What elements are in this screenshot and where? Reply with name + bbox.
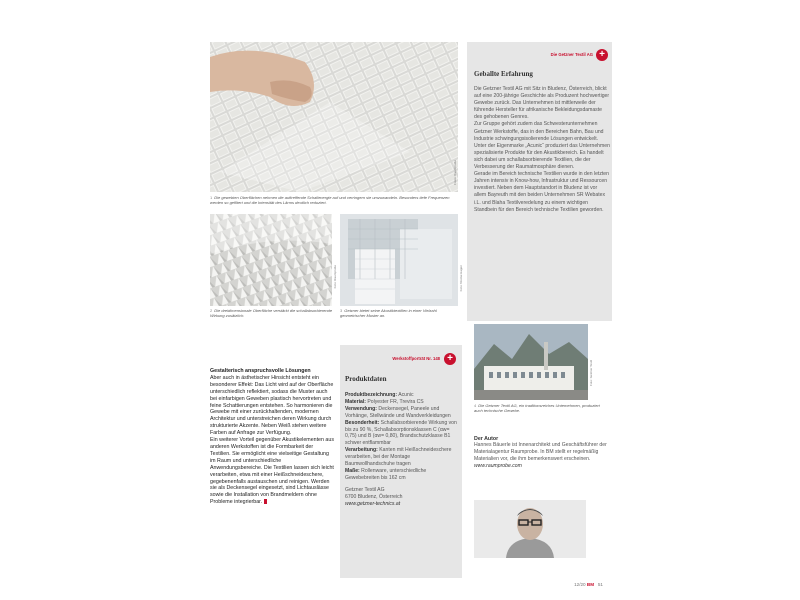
spec-row <box>345 420 459 448</box>
company-info-tag: Die Getzner Textil AG <box>550 52 593 57</box>
spec-label: Produktbezeichnung: <box>345 392 398 398</box>
caption-3 <box>340 308 462 319</box>
spec-row <box>345 406 459 420</box>
company-name: Getzner Textil AG <box>345 486 385 493</box>
company-info-paragraph: Die Getzner Textil AG mit Sitz in Bludenz, Österreich, blickt auf eine 200-jährige Geschichte als Produzent hochwertiger Gewebe zurück. Das Unternehmen ist mittlerweile der führende Hersteller für afrikanische Bekleidungsdamaste des gehobenen Genres. <box>474 86 610 121</box>
product-data-tag: Werkstoffporträt Nr. 148 <box>392 356 440 361</box>
product-data-heading: Produktdaten <box>345 375 387 383</box>
spec-value: Acunic <box>398 392 414 398</box>
end-mark-icon <box>264 499 267 504</box>
author-text: Hannes Bäuerle ist Innenarchitekt und Geschäftsführer der Materialagentur Raumprobe. In BM stellt er regelmäßig Materialien vor, die ihm bemerkenswert erscheinen. <box>474 442 607 462</box>
spec-label: Besonderheit: <box>345 419 380 426</box>
spec-row <box>345 447 459 468</box>
photo-3d-surface <box>210 214 332 306</box>
company-info-heading: Geballte Erfahrung <box>474 70 533 78</box>
author-box <box>474 436 612 469</box>
spec-value: Polyester FR, Trevira CS <box>367 398 424 405</box>
caption-2-text: Die dreidimensionale Oberfläche verstärkt die schallabsorbierende Wirkung zusätzlich. <box>210 308 333 319</box>
caption-3-text: Getzner bietet seine Akustiktextilien in einer Vielzahl geometrischer Muster an. <box>340 308 437 319</box>
page-number: 51 <box>597 582 603 587</box>
caption-2 <box>210 308 335 319</box>
article-paragraph <box>210 437 334 506</box>
photo-credit-3: Foto: Nicolai Hagen <box>459 265 463 292</box>
photo-textile-samples <box>340 214 458 306</box>
photo-credit-2: Foto: Raumprobe <box>333 265 337 289</box>
article-subheading: Gestalterisch anspruchsvolle Lösungen <box>210 368 311 374</box>
3d-surface-image <box>210 214 332 306</box>
spec-row <box>345 468 459 482</box>
caption-4-number: 4 <box>474 403 477 408</box>
spec-value: Kanten mit Heißschneideschere verarbeiten, bei der Montage Baumwollhandschuhe tragen <box>345 447 452 468</box>
spec-value: Deckensegel, Paneele und Vorhänge, Stellwände und Wandverkleidungen <box>345 405 451 419</box>
factory-image <box>474 324 588 400</box>
caption-4 <box>474 403 604 414</box>
company-address: 6700 Bludenz, Österreich <box>345 493 403 500</box>
caption-3-number: 3 <box>340 308 343 313</box>
product-specs <box>345 392 459 508</box>
author-portrait-image <box>474 500 586 558</box>
article-body <box>210 368 334 506</box>
article-paragraph-text: Ein weiterer Vorteil gegenüber Akustikelementen aus anderen Werkstoffen ist die Formbarkeit der Textilien. Sie ermöglicht eine vielseitige Gestaltung im Raum und unterschiedliche Anwendungsbereiche. Die Textilien lassen sich leicht verarbeiten, etwa mit einer Heißschneideschere, gegebenenfalls austauschen und reinigen. Werden sie als Deckensegel eingesetzt, sind Lichtauslässe sowie die Installation von Brandmeldern ohne Probleme integrierbar. <box>210 437 334 506</box>
caption-1-number: 1 <box>210 195 213 200</box>
photo-textile-hand <box>210 42 458 192</box>
plus-icon: + <box>596 49 608 61</box>
spec-label: Verwendung: <box>345 405 377 412</box>
company-info-paragraph: Gerade im Bereich technische Textilien wurde in den letzten Jahren intensiv in Know-how, Infrastruktur und Ressourcen investiert. Neben dem Hauptstandort in Bludenz ist vor allem Bayreuth mit den beiden Unternehmen SR Webatex i.L. und Blaha Textilveredelung zu einem wichtigen Standbein für den Bereich technische Textilien geworden. <box>474 171 609 213</box>
author-portrait <box>474 500 586 558</box>
issue-number: 12/20 <box>574 582 586 587</box>
spec-value: Rollenware, unterschiedliche Gewebebreiten bis 162 cm <box>345 467 427 481</box>
spec-row <box>345 392 459 399</box>
company-info-text <box>474 86 610 214</box>
author-title: Der Autor <box>474 436 499 442</box>
company-website-link[interactable]: www.getzner-technics.at <box>345 500 401 507</box>
textile-hand-image <box>210 42 458 192</box>
spec-label: Verarbeitung: <box>345 447 378 454</box>
company-info-paragraph: Zur Gruppe gehört zudem das Schwesterunternehmen Getzner Werkstoffe, das in den Bereichen Bahn, Bau und Industrie schwingungsisolierende Lösungen entwickelt. Unter der Eigenmarke „Acunic“ produziert das Unternehmen spezialisierte Produkte für den Akustikbereich. Es handelt sich dabei um schallabsorbierende Textilien, die der Verbesserung der Raumatmosphäre dienen. <box>474 121 610 171</box>
caption-1-text: Die gewebten Oberflächen nehmen die auftreffende Schallenergie auf und verringern sie umzuwandeln. Besonders tiefe Frequenzen werden so gefiltert und die Intensität des Lärms deutlich reduziert. <box>210 195 450 206</box>
article-paragraph: Aber auch in ästhetischer Hinsicht entsteht ein besonderer Effekt: Das Licht wird auf der Oberfläche unterschiedlich reflektiert, sodass die Muster auch bei einfarbigen Geweben plastisch hervortreten und feine Schattierungen entstehen. So harmonieren die Gewebe mit einer zurückhaltenden, modernen Architektur und unterstreichen deren Wirkung durch strukturierte Akzente. Neben Weiß stehen weitere Farben auf Anfrage zur Verfügung. <box>210 374 334 437</box>
author-website-link[interactable]: www.raumprobe.com <box>474 462 522 469</box>
plus-icon: + <box>444 353 456 365</box>
spec-label: Maße: <box>345 467 360 474</box>
spec-value: Schallabsorbierende Wirkung von bis zu 90 %, Schallabsorptionsklassen C (αw= 0,75) und B (αw= 0,80), Brandschutzklasse B1 schwer entflammbar <box>345 419 457 447</box>
photo-credit-1: Fotos: Raumprobe <box>453 160 457 185</box>
photo-factory <box>474 324 588 400</box>
spec-label: Material: <box>345 398 366 405</box>
caption-4-text: Die Getzner Textil AG, ein traditionsreiches Unternehmen, produziert auch technische Gewebe. <box>474 403 600 414</box>
caption-2-number: 2 <box>210 308 213 313</box>
spec-row <box>345 399 459 406</box>
photo-credit-4: Foto: Getzner Textil <box>589 360 593 386</box>
page-footer <box>574 582 603 587</box>
caption-1 <box>210 195 460 206</box>
textile-samples-image <box>340 214 458 306</box>
magazine-name: BM <box>586 582 595 587</box>
